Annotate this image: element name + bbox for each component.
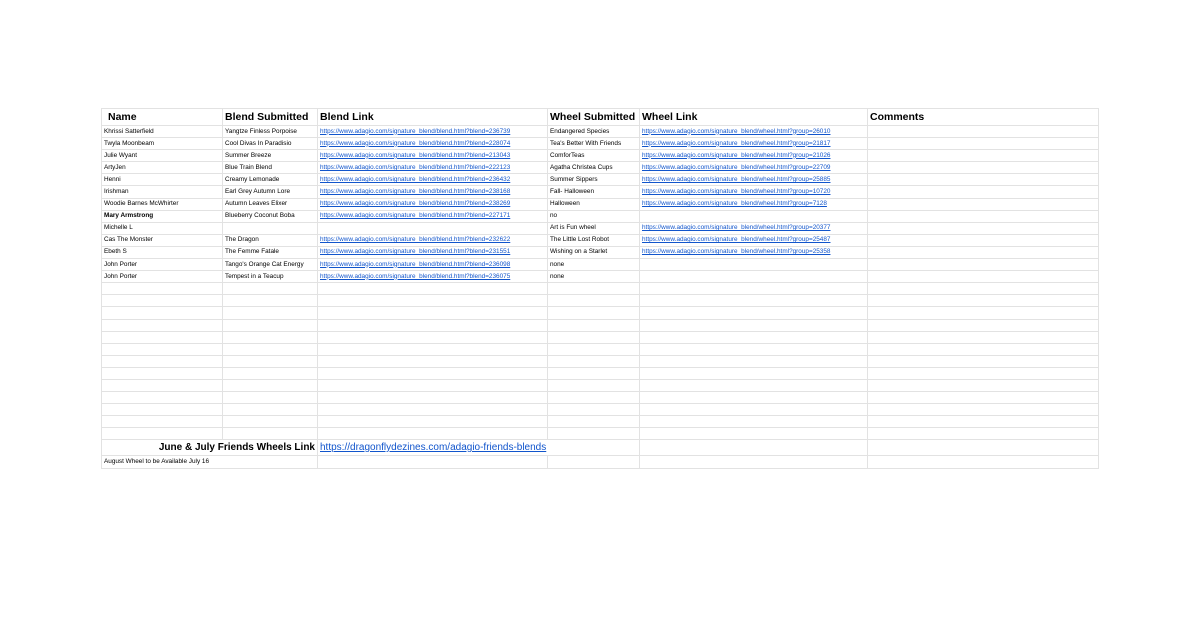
cell-wheel-submitted: Tea's Better With Friends: [548, 138, 640, 150]
cell-wheel-link: [640, 186, 868, 198]
empty-cell: [548, 283, 640, 295]
empty-row: [102, 343, 1099, 355]
empty-cell: [868, 416, 1099, 428]
empty-cell: [318, 404, 548, 416]
table-row: [102, 234, 1099, 246]
empty-cell: [640, 428, 868, 440]
empty-cell: [318, 367, 548, 379]
table-row: [102, 150, 1099, 162]
cell-comments: [868, 162, 1099, 174]
cell-wheel-submitted: Endangered Species: [548, 126, 640, 138]
cell-blend-link: [318, 126, 548, 138]
blend-link[interactable]: https://www.adagio.com/signature_blend/blend.html?blend=238269: [320, 200, 511, 208]
empty-row: [102, 367, 1099, 379]
empty-cell: [102, 283, 223, 295]
cell-blend-submitted: Tempest in a Teacup: [223, 271, 318, 283]
empty-cell: [548, 392, 640, 404]
cell-wheel-link: [640, 138, 868, 150]
empty-cell: [318, 331, 548, 343]
table-row: [102, 162, 1099, 174]
empty-cell: [318, 392, 548, 404]
cell-wheel-submitted: none: [548, 259, 640, 271]
cell-wheel-link: [640, 174, 868, 186]
table-row: [102, 222, 1099, 234]
cell-wheel-submitted: none: [548, 271, 640, 283]
cell-blend-link: [318, 234, 548, 246]
cell-blend-submitted: The Dragon: [223, 234, 318, 246]
empty-cell: [868, 428, 1099, 440]
empty-cell: [868, 367, 1099, 379]
empty-cell: [223, 404, 318, 416]
wheel-link[interactable]: https://www.adagio.com/signature_blend/wheel.html?group=20377: [642, 224, 831, 232]
cell-name: Ebeth S: [102, 246, 223, 258]
cell-wheel-submitted: Art is Fun wheel: [548, 222, 640, 234]
blend-link[interactable]: https://www.adagio.com/signature_blend/blend.html?blend=222123: [320, 163, 511, 171]
cell-comments: [868, 150, 1099, 162]
cell-comments: [868, 174, 1099, 186]
empty-cell: [102, 367, 223, 379]
empty-cell: [223, 379, 318, 391]
empty-row: [102, 307, 1099, 319]
table-row: [102, 138, 1099, 150]
blend-link[interactable]: https://www.adagio.com/signature_blend/blend.html?blend=236739: [320, 127, 511, 135]
cell-blend-submitted: Autumn Leaves Elixer: [223, 198, 318, 210]
cell-comments: [868, 222, 1099, 234]
cell-wheel-submitted: Wishing on a Starlet: [548, 246, 640, 258]
empty-cell: [640, 355, 868, 367]
empty-cell: [548, 379, 640, 391]
table-row: [102, 174, 1099, 186]
empty-cell: [640, 319, 868, 331]
empty-cell: [318, 416, 548, 428]
table-row: [102, 198, 1099, 210]
empty-cell: [548, 456, 640, 468]
empty-cell: [640, 331, 868, 343]
cell-wheel-submitted: no: [548, 210, 640, 222]
empty-cell: [868, 319, 1099, 331]
empty-row: [102, 319, 1099, 331]
cell-wheel-link: [640, 271, 868, 283]
cell-wheel-link: [640, 162, 868, 174]
spreadsheet-table: [101, 108, 1099, 469]
cell-name: Julie Wyant: [102, 150, 223, 162]
empty-cell: [102, 404, 223, 416]
cell-name: Khrissi Satterfield: [102, 126, 223, 138]
cell-blend-submitted: Earl Grey Autumn Lore: [223, 186, 318, 198]
cell-name: Cas The Monster: [102, 234, 223, 246]
blend-link[interactable]: https://www.adagio.com/signature_blend/blend.html?blend=236098: [320, 260, 511, 268]
cell-blend-link: [318, 222, 548, 234]
empty-cell: [548, 367, 640, 379]
empty-cell: [548, 307, 640, 319]
empty-cell: [548, 319, 640, 331]
cell-blend-submitted: Cool Divas In Paradisio: [223, 138, 318, 150]
wheel-link[interactable]: https://www.adagio.com/signature_blend/wheel.html?group=21026: [642, 151, 831, 159]
empty-cell: [640, 343, 868, 355]
empty-cell: [223, 392, 318, 404]
empty-cell: [640, 367, 868, 379]
empty-cell: [223, 428, 318, 440]
empty-cell: [318, 456, 548, 468]
cell-wheel-link: [640, 246, 868, 258]
empty-cell: [868, 307, 1099, 319]
friends-wheels-label: June & July Friends Wheels Link: [102, 440, 318, 456]
cell-blend-submitted: [223, 222, 318, 234]
empty-cell: [223, 355, 318, 367]
wheel-link[interactable]: https://www.adagio.com/signature_blend/wheel.html?group=25487: [642, 236, 831, 244]
empty-cell: [640, 456, 868, 468]
empty-cell: [318, 283, 548, 295]
cell-name: Michelle L: [102, 222, 223, 234]
empty-cell: [868, 355, 1099, 367]
empty-cell: [102, 392, 223, 404]
table-row: [102, 186, 1099, 198]
cell-wheel-submitted: Agatha Christea Cups: [548, 162, 640, 174]
empty-row: [102, 392, 1099, 404]
cell-blend-link: [318, 259, 548, 271]
blend-link[interactable]: https://www.adagio.com/signature_blend/blend.html?blend=227171: [320, 212, 511, 220]
empty-cell: [223, 283, 318, 295]
empty-cell: [318, 319, 548, 331]
empty-cell: [102, 331, 223, 343]
cell-comments: [868, 234, 1099, 246]
blend-link[interactable]: https://www.adagio.com/signature_blend/blend.html?blend=213043: [320, 151, 511, 159]
empty-cell: [868, 295, 1099, 307]
empty-cell: [318, 295, 548, 307]
empty-cell: [102, 355, 223, 367]
cell-blend-submitted: The Femme Fatale: [223, 246, 318, 258]
cell-blend-submitted: Tango's Orange Cat Energy: [223, 259, 318, 271]
empty-cell: [102, 379, 223, 391]
cell-wheel-link: [640, 222, 868, 234]
cell-blend-submitted: Summer Breeze: [223, 150, 318, 162]
empty-cell: [318, 379, 548, 391]
cell-blend-link: [318, 210, 548, 222]
header-row: [102, 109, 1099, 126]
empty-cell: [868, 404, 1099, 416]
friends-wheels-link-cell: [318, 440, 640, 456]
cell-comments: [868, 259, 1099, 271]
cell-wheel-link: [640, 126, 868, 138]
cell-name: Woodie Barnes McWhirter: [102, 198, 223, 210]
empty-cell: [868, 456, 1099, 468]
cell-blend-submitted: Blueberry Coconut Boba: [223, 210, 318, 222]
empty-cell: [318, 307, 548, 319]
august-wheel-note: August Wheel to be Available July 16: [102, 456, 318, 468]
table-row: [102, 246, 1099, 258]
cell-wheel-submitted: Halloween: [548, 198, 640, 210]
empty-cell: [548, 416, 640, 428]
empty-cell: [640, 404, 868, 416]
blend-link[interactable]: https://www.adagio.com/signature_blend/blend.html?blend=228074: [320, 139, 511, 147]
cell-name: Mary Armstrong: [102, 210, 223, 222]
empty-cell: [223, 331, 318, 343]
header-name: Name: [102, 109, 223, 126]
cell-blend-link: [318, 198, 548, 210]
empty-cell: [640, 379, 868, 391]
empty-cell: [868, 379, 1099, 391]
empty-cell: [640, 295, 868, 307]
empty-cell: [868, 331, 1099, 343]
empty-cell: [868, 392, 1099, 404]
empty-cell: [640, 307, 868, 319]
cell-name: Henni: [102, 174, 223, 186]
blend-link[interactable]: https://www.adagio.com/signature_blend/blend.html?blend=232622: [320, 236, 511, 244]
cell-wheel-link: [640, 210, 868, 222]
header-wheel-link: Wheel Link: [640, 109, 868, 126]
cell-wheel-submitted: Fall- Halloween: [548, 186, 640, 198]
empty-cell: [548, 355, 640, 367]
cell-wheel-submitted: ComforTeas: [548, 150, 640, 162]
empty-row: [102, 428, 1099, 440]
empty-row: [102, 416, 1099, 428]
cell-blend-submitted: Yangtze Finless Porpoise: [223, 126, 318, 138]
wheel-link[interactable]: https://www.adagio.com/signature_blend/wheel.html?group=10720: [642, 188, 831, 196]
spreadsheet-body: [102, 109, 1099, 469]
cell-blend-link: [318, 150, 548, 162]
empty-cell: [318, 343, 548, 355]
cell-wheel-submitted: The Little Lost Robot: [548, 234, 640, 246]
cell-wheel-link: [640, 259, 868, 271]
cell-blend-link: [318, 174, 548, 186]
empty-cell: [223, 307, 318, 319]
cell-name: ArtyJen: [102, 162, 223, 174]
empty-row: [102, 331, 1099, 343]
cell-blend-submitted: Blue Train Blend: [223, 162, 318, 174]
cell-wheel-link: [640, 234, 868, 246]
cell-blend-link: [318, 138, 548, 150]
empty-cell: [102, 428, 223, 440]
empty-cell: [102, 295, 223, 307]
cell-blend-submitted: Creamy Lemonade: [223, 174, 318, 186]
empty-cell: [102, 307, 223, 319]
empty-cell: [640, 440, 868, 456]
note-row: [102, 456, 1099, 468]
empty-cell: [102, 343, 223, 355]
empty-cell: [548, 428, 640, 440]
cell-wheel-link: [640, 150, 868, 162]
empty-cell: [223, 416, 318, 428]
cell-name: Twyla Moonbeam: [102, 138, 223, 150]
wheel-link[interactable]: https://www.adagio.com/signature_blend/wheel.html?group=7128: [642, 200, 827, 208]
cell-comments: [868, 210, 1099, 222]
header-wheel-submitted: Wheel Submitted: [548, 109, 640, 126]
wheel-link[interactable]: https://www.adagio.com/signature_blend/wheel.html?group=26010: [642, 127, 831, 135]
empty-cell: [868, 440, 1099, 456]
blend-link[interactable]: https://www.adagio.com/signature_blend/blend.html?blend=231551: [320, 248, 511, 256]
empty-cell: [102, 319, 223, 331]
cell-comments: [868, 198, 1099, 210]
empty-cell: [548, 295, 640, 307]
empty-cell: [223, 343, 318, 355]
blend-link[interactable]: https://www.adagio.com/signature_blend/blend.html?blend=236432: [320, 175, 511, 183]
table-row: [102, 271, 1099, 283]
friends-wheels-link[interactable]: https://dragonflydezines.com/adagio-friends-blends: [320, 441, 547, 453]
blend-link[interactable]: https://www.adagio.com/signature_blend/blend.html?blend=236075: [320, 272, 511, 280]
wheel-link[interactable]: https://www.adagio.com/signature_blend/wheel.html?group=22709: [642, 163, 831, 171]
cell-blend-link: [318, 246, 548, 258]
empty-cell: [318, 428, 548, 440]
wheel-link[interactable]: https://www.adagio.com/signature_blend/wheel.html?group=25885: [642, 175, 831, 183]
cell-blend-link: [318, 271, 548, 283]
cell-comments: [868, 271, 1099, 283]
cell-comments: [868, 138, 1099, 150]
cell-name: Irishman: [102, 186, 223, 198]
cell-name: John Porter: [102, 259, 223, 271]
cell-blend-link: [318, 162, 548, 174]
empty-cell: [868, 283, 1099, 295]
empty-row: [102, 379, 1099, 391]
empty-cell: [640, 283, 868, 295]
cell-comments: [868, 186, 1099, 198]
empty-row: [102, 404, 1099, 416]
footer-row: [102, 440, 1099, 456]
cell-comments: [868, 126, 1099, 138]
empty-row: [102, 283, 1099, 295]
table-row: [102, 126, 1099, 138]
empty-row: [102, 295, 1099, 307]
cell-wheel-link: [640, 198, 868, 210]
header-blend-submitted: Blend Submitted: [223, 109, 318, 126]
cell-blend-link: [318, 186, 548, 198]
header-blend-link: Blend Link: [318, 109, 548, 126]
empty-cell: [548, 343, 640, 355]
empty-row: [102, 355, 1099, 367]
empty-cell: [223, 295, 318, 307]
cell-wheel-submitted: Summer Sippers: [548, 174, 640, 186]
wheel-link[interactable]: https://www.adagio.com/signature_blend/wheel.html?group=21817: [642, 139, 831, 147]
empty-cell: [640, 392, 868, 404]
empty-cell: [318, 355, 548, 367]
empty-cell: [223, 367, 318, 379]
wheel-link[interactable]: https://www.adagio.com/signature_blend/wheel.html?group=25358: [642, 248, 831, 256]
blend-link[interactable]: https://www.adagio.com/signature_blend/blend.html?blend=238168: [320, 188, 511, 196]
empty-cell: [548, 404, 640, 416]
cell-comments: [868, 246, 1099, 258]
table-row: [102, 210, 1099, 222]
empty-cell: [640, 416, 868, 428]
empty-cell: [868, 343, 1099, 355]
empty-cell: [548, 331, 640, 343]
header-comments: Comments: [868, 109, 1099, 126]
empty-cell: [102, 416, 223, 428]
empty-cell: [223, 319, 318, 331]
table-row: [102, 259, 1099, 271]
cell-name: John Porter: [102, 271, 223, 283]
